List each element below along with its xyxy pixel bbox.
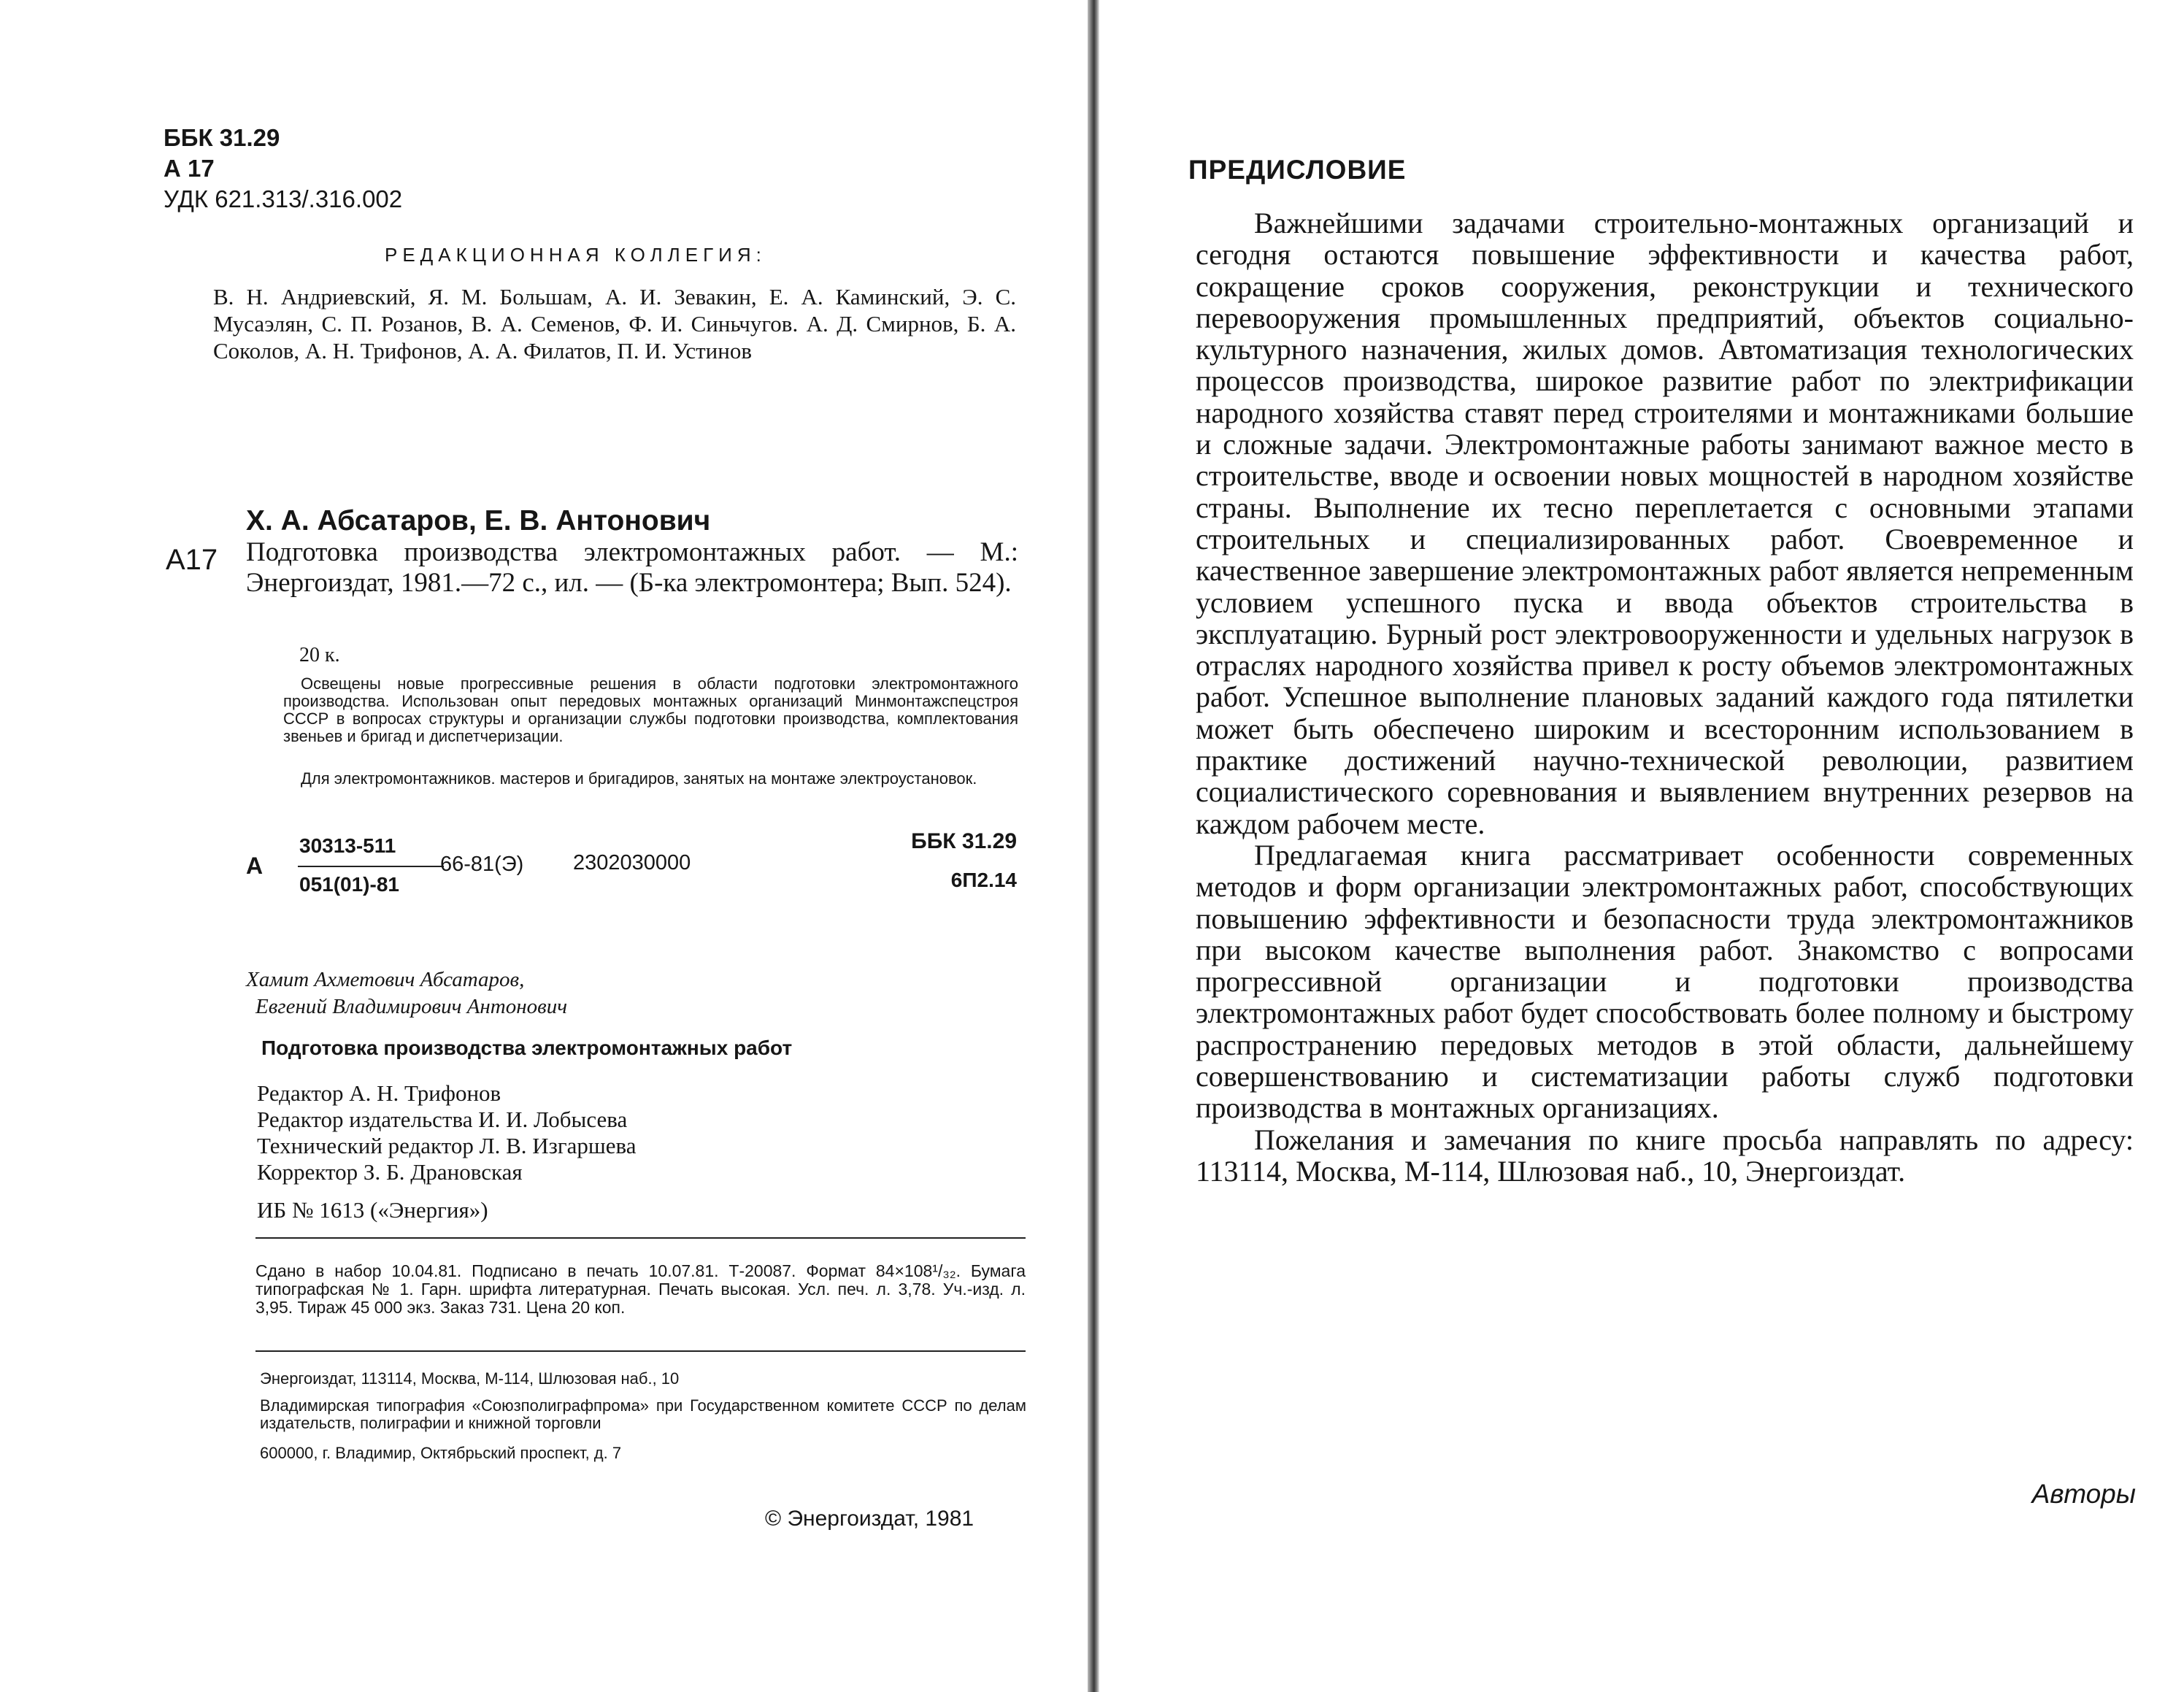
- author-full-name-2: Евгений Владимирович Антонович: [255, 995, 568, 1018]
- formula-letter: А: [246, 853, 264, 879]
- printer-info: Владимирская типография «Союзполиграфпрома» при Государственном комитете СССР по делам издательств, полиграфии и книжной торговли: [260, 1396, 1026, 1432]
- preface-signature: Авторы: [2031, 1479, 2136, 1509]
- editor-line: Технический редактор Л. В. Изгаршева: [257, 1133, 637, 1158]
- printer-address: 600000, г. Владимир, Октябрьский проспект, д. 7: [260, 1444, 622, 1462]
- bbk-code: ББК 31.29: [164, 124, 280, 151]
- preface-body: [1196, 207, 2134, 1187]
- divider: [255, 1237, 1026, 1239]
- formula-bbk: ББК 31.29: [911, 829, 1017, 853]
- catalog-codes: [164, 123, 402, 215]
- formula-numerator: 30313-511: [299, 834, 396, 857]
- author-full-name-1: Хамит Ахметович Абсатаров,: [246, 968, 525, 991]
- preface-paragraph: Пожелания и замечания по книге просьба направлять по адресу: 113114, Москва, М-114, Шлюзовая наб., 10, Энергоиздат.: [1196, 1123, 2134, 1188]
- editor-line: Корректор З. Б. Драновская: [257, 1159, 523, 1185]
- editor-line: Редактор А. Н. Трифонов: [257, 1080, 501, 1106]
- print-info: Сдано в набор 10.04.81. Подписано в печать 10.07.81. Т-20087. Формат 84×108¹/₃₂. Бумага типографская № 1. Гарн. шрифта литературная. Печать высокая. Усл. печ. л. 3,78. Уч.-изд. л. 3,95. Тираж 45 000 экз. Заказ 731. Цена 20 коп.: [255, 1261, 1026, 1317]
- formula-middle: 66-81(Э): [440, 853, 524, 876]
- formula-class: 6П2.14: [950, 869, 1017, 891]
- bibliographic-citation: Подготовка производства электромонтажных работ. — М.: Энергоиздат, 1981.—72 с., ил. — (Б-ка электромонтера; Вып. 524).: [246, 537, 1018, 598]
- book-gutter: [1088, 0, 1099, 1692]
- formula-fraction-line: [298, 866, 444, 867]
- record-price: 20 к.: [299, 644, 340, 666]
- preface-paragraph: Предлагаемая книга рассматривает особенности современных методов и форм организации электромонтажных работ, способствующих повышению эффективности и безопасности труда электромонтажников при высоком качестве выполнения работ. Знакомство с вопросами прогрессивной организации и подготовки производства электромонтажных работ будет способствовать более полному и быстрому распространению передовых методов в этой области, дальнейшему совершенствованию и систематизации работы служб подготовки производства в монтажных организациях.: [1196, 838, 2134, 1125]
- right-page: [1099, 0, 2184, 1692]
- divider: [255, 1350, 1026, 1352]
- copyright-line: © Энергоиздат, 1981: [765, 1507, 974, 1531]
- colophon-book-title: Подготовка производства электромонтажных работ: [261, 1037, 793, 1059]
- preface-title: ПРЕДИСЛОВИЕ: [1188, 155, 1407, 185]
- record-authors: Х. А. Абсатаров, Е. В. Антонович: [246, 505, 711, 537]
- formula-denominator: 051(01)-81: [299, 873, 399, 896]
- editor-line: Редактор издательства И. И. Лобысева: [257, 1107, 628, 1132]
- formula-code: 2302030000: [573, 851, 691, 874]
- record-abstract: Освещены новые прогрессивные решения в области подготовки электромонтажного производства. Использован опыт передовых монтажных организаций Минмонтажспецстроя СССР в вопросах структуры и организации службы подготовки производства, комплектования звеньев и бригад и диспетчеризации.: [283, 674, 1018, 745]
- left-page: [0, 0, 1088, 1692]
- editorial-board-title: РЕДАКЦИОННАЯ КОЛЛЕГИЯ:: [385, 244, 766, 266]
- editors-list: [257, 1080, 637, 1185]
- preface-paragraph: Важнейшими задачами строительно-монтажных организаций и сегодня остаются повышение эффективности и качества работ, сокращение сроков сооружения, реконструкции и технического перевооружения промышленных предприятий, объектов социально-культурного назначения, жилых домов. Автоматизация технологических процессов производства, широкое развитие работ по электрификации народного хозяйства ставят перед строителями и монтажниками большие и сложные задачи. Электромонтажные работы занимают важное место в строительстве, вводе и освоении новых мощностей в народном хозяйстве страны. Выполнение их тесно переплетается с основными этапами строительных и специализированных работ. Своевременное и качественное завершение электромонтажных работ является непременным условием успешного пуска и ввода объектов строительства в эксплуатацию. Бурный рост электровооруженности и удельных нагрузок в отраслях народного хозяйства привел к росту объемов электромонтажных работ. Успешное выполнение плановых заданий каждого года пятилетки может быть обеспечено широким и всесторонним использованием в практике достижений научно-технической революции, развитием социалистического соревнования и выявлением внутренних резервов на каждом рабочем месте.: [1196, 207, 2134, 840]
- editorial-board-members: В. Н. Андриевский, Я. М. Большам, А. И. Зевакин, Е. А. Каминский, Э. С. Мусаэлян, С. П. Розанов, В. А. Семенов, Ф. И. Синьчугов. А. Д. Смирнов, Б. А. Соколов, А. Н. Трифонов, А. А. Филатов, П. И. Устинов: [213, 284, 1016, 364]
- record-code: А17: [166, 544, 218, 576]
- record-audience: Для электромонтажников. мастеров и бригадиров, занятых на монтаже электроустановок.: [301, 769, 977, 788]
- author-sign-code: А 17: [164, 155, 215, 182]
- ib-number: ИБ № 1613 («Энергия»): [257, 1197, 488, 1223]
- udk-code: УДК 621.313/.316.002: [164, 185, 403, 212]
- publisher-address: Энергоиздат, 113114, Москва, М-114, Шлюзовая наб., 10: [260, 1369, 680, 1388]
